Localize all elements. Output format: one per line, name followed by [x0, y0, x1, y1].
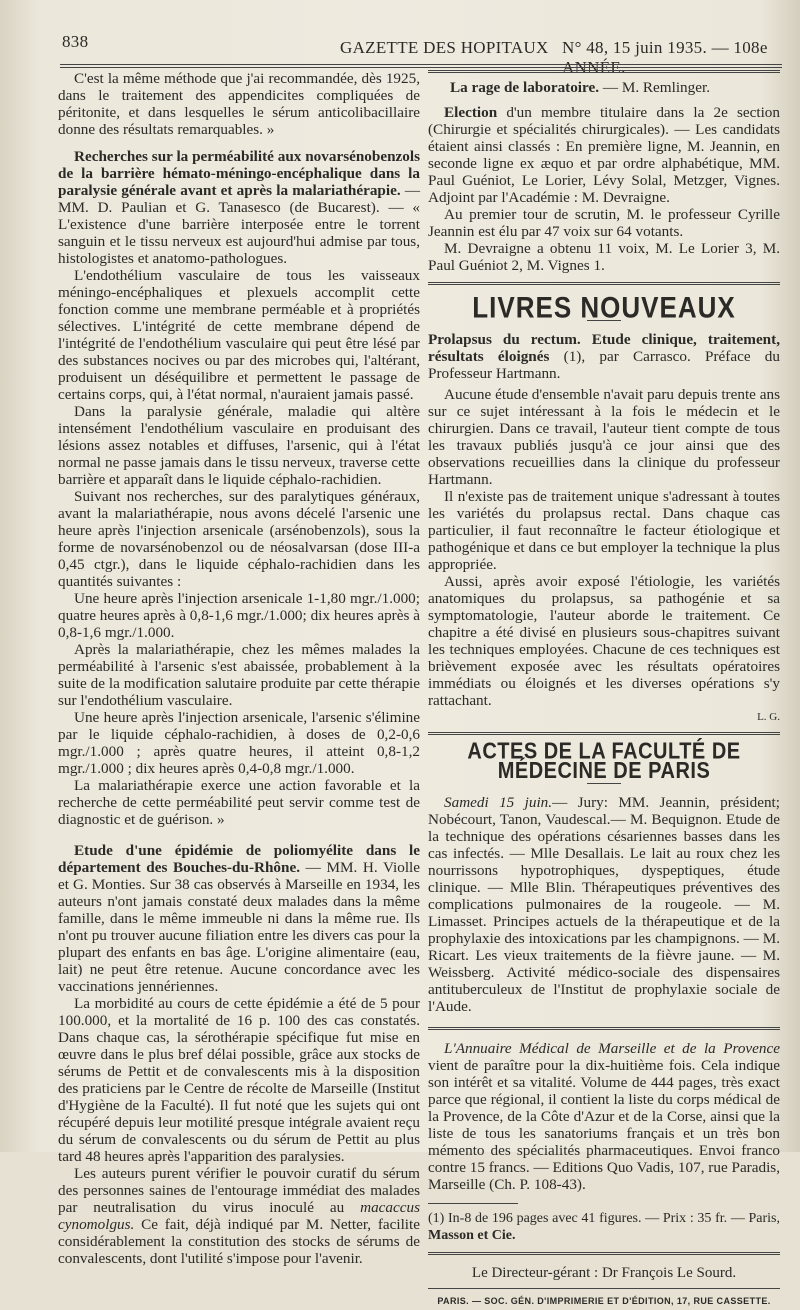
paragraph: C'est la même méthode que j'ai recommandée, dès 1925, dans le traitement des appendicites compliquées de péritonite, et dans lesquelles le sérum anticolibacillaire donne des résultats remarquables. » [58, 70, 420, 138]
divider [428, 1288, 780, 1289]
divider [428, 70, 780, 73]
director-signature: Le Directeur-gérant : Dr François Le Sourd. [471, 1265, 737, 1281]
paragraph: Il n'existe pas de traitement unique s'adressant à toutes les variétés du prolapsus rectal. Dans chaque cas particulier, il faut reconnaître le facteur étiologique et pathogénique et dans ce but employer la technique la plus appropriée. [428, 488, 780, 573]
paragraph: L'endothélium vasculaire de tous les vaisseaux méningo-encéphaliques et plexuels accomplit cette fonction comme une membrane perméable et à propriétés sélectives. L'intégrité de cette membrane dépend de l'intégrité de l'endothélium vasculaire qui peut être lésé par des substances nocives ou par des microbes qui, l'altérant, produisent un déséquilibre et permettent le passage de certains corps, qui, à l'état normal, n'auraient jamais passé. [58, 267, 420, 403]
paragraph: Les auteurs purent vérifier le pouvoir curatif du sérum des personnes saines de l'entourage immédiat des malades par neutralisation du virus inoculé au macaccus cynomolgus. Ce fait, déjà indiqué par M. Netter, facilite considérablement la constitution des stocks de sérums de convalescents, dont l'utilité s'impose pour l'avenir. [58, 1165, 420, 1267]
article-text: — « L'existence d'une barrière interposée entre le torrent sanguin et le tissu nerveux est aujourd'hui admise par tous, histologistes et anatomo-pathologues. [58, 199, 421, 267]
article-paragraph: Election d'un membre titulaire dans la 2e section (Chirurgie et spécialités chirurgicales). — Les candidats étaient ainsi classés : En première ligne, M. Jeannin, en seconde ligne ex æquo et par ordre alphabétique, MM. Paul Guéniot, Le Lorier, Lévy Solal, Metzger, Vignes. Adjoint par l'Académie : M. Devraigne. [428, 104, 780, 206]
paragraph: Après la malariathérapie, chez les mêmes malades la perméabilité à l'arsenic s'est abaissée, probablement à la suite de la modification salutaire produite par cette thérapie sur l'endothélium vasculaire. [58, 641, 420, 709]
paragraph: Dans la paralysie générale, maladie qui altère intensément l'endothélium vasculaire en produisant des lésions assez notables et diffuses, l'arsenic, qui à l'état normal ne passe jamais dans le tissu nerveux, traverse cette barrière et apparaît dans le liquide céphalo-rachidien. [58, 403, 420, 488]
page-header [40, 32, 785, 77]
paragraph: Une heure après l'injection arsenicale 1-1,80 mgr./1.000; quatre heures après à 0,8-1,6 mgr./1.000; dix heures après à 0,8-1,6 mgr./1.000. [58, 590, 420, 641]
header-rule [60, 67, 782, 68]
initials: L. G. [757, 711, 780, 723]
printer-line: PARIS. — SOC. GÉN. D'IMPRIMERIE ET D'ÉDITION, 17, RUE CASSETTE. [437, 1296, 771, 1306]
divider [428, 282, 780, 285]
footnote: (1) In-8 de 196 pages avec 41 figures. — Prix : 35 fr. — Paris, Masson et Cie. [428, 1211, 780, 1243]
article-text: Sur 38 cas observés à Marseille en 1934, les auteurs n'ont jamais constaté deux malades dans la même famille, dans le même immeuble ni dans la même rue. Ils n'ont pu trouver aucune filiation entre les divers cas pour la plupart des enfants en bas âge. L'origine alimentaire (eau, lait) ne peut être retenue. Aucune concordance avec les vaccinations jennériennes. [58, 876, 421, 995]
divider [428, 1027, 780, 1030]
paragraph: Suivant nos recherches, sur des paralytiques généraux, avant la malariathérapie, nous avons décelé l'arsenic une heure après l'injection arsenicale (arsénobenzols), sous la forme de novarsénobenzol ou de néosalvarsan (dose III-a 0,45 ctgr.), dans le liquide céphalo-rachidien dans les quantités suivantes : [58, 488, 420, 590]
article-paragraph: Prolapsus du rectum. Etude clinique, traitement, résultats éloignés (1), par Carrasco. Préface du Professeur Hartmann. [428, 331, 780, 382]
page-number: 838 [62, 32, 89, 51]
divider [428, 1252, 780, 1255]
paragraph: Aucune étude d'ensemble n'avait paru depuis trente ans sur ce sujet intéressant à la fois le médecin et le chirurgien. Dans ce travail, l'auteur tient compte de tous les travaux publiés jusqu'à ce jour ainsi que des observations recueillies dans la clinique du professeur Hartmann. [428, 386, 780, 488]
paragraph: Une heure après l'injection arsenicale, l'arsenic s'élimine par le liquide céphalo-rachidien, à doses de 0,2-0,6 mgr./1.000 ; après quatre heures, il atteint 0,8-1,2 mgr./1.000 ; dix heures après 0,4-0,8 mgr./1.000. [58, 709, 420, 777]
article-title: Recherches sur la perméabilité aux novarsénobenzols de la barrière hémato-méningo-encéphalique dans la paralysie générale avant et après la malariathérapie. [58, 148, 420, 199]
footnote-rule [428, 1203, 518, 1204]
paragraph: La malariathérapie exerce une action favorable et la recherche de cette perméabilité peut servir comme test de diagnostic et de guérison. » [58, 777, 420, 828]
paragraph: La morbidité au cours de cette épidémie a été de 5 pour 100.000, et la mortalité de 16 p. 100 des cas constatés. Dans chaque cas, la sérothérapie spécifique fut mise en œuvre dans le plus bref délai possible, grâce aux stocks de sérums de Pettit et de convalescents mis à la disposition des praticiens par le Centre de récolte de Marseille (Institut d'Hygiène de la Faculté). Il fut noté que les sujets qui ont récupéré depuis leur motilité presque intégrale avaient reçu du sérum de convalescents ou du sérum de Pettit au plus tard 48 heures après l'apparition des paralysies. [58, 995, 420, 1165]
authors: — MM. D. Paulian et G. Tanasesco (de Bucarest). [58, 182, 420, 216]
article-paragraph [58, 148, 420, 267]
section-title-livres: LIVRES NOUVEAUX [472, 289, 736, 325]
authors: — MM. H. Violle et G. Monties. [58, 859, 421, 893]
paragraph: Aussi, après avoir exposé l'étiologie, les variétés anatomiques du prolapsus, sa pathogénie et sa symptomatologie, l'auteur aborde le traitement. Ce chapitre a été divisé en plusieurs sous-chapitres suivant les techniques employées. Chacune de ces techniques est brièvement exposée avec les résultats opératoires immédiats ou éloignés et les diverses opérations s'y rattachant. [428, 573, 780, 709]
divider [428, 732, 780, 735]
right-column [428, 70, 780, 1310]
left-column [58, 70, 420, 1267]
paragraph: M. Devraigne a obtenu 11 voix, M. Le Lorier 3, M. Paul Guéniot 2, M. Vignes 1. [428, 240, 780, 274]
issue-info: N° 48, 15 juin 1935. — 108e ANNÉE. [562, 38, 768, 77]
article-paragraph [58, 842, 420, 995]
section-title-actes: ACTES DE LA FACULTÉ DE MÉDECINE DE PARIS [467, 739, 741, 784]
journal-title: GAZETTE DES HOPITAUX [340, 38, 549, 57]
article-title: Etude d'une épidémie de poliomyélite dans le département des Bouches-du-Rhône. [58, 842, 420, 876]
paragraph: L'Annuaire Médical de Marseille et de la Provence vient de paraître pour la dix-huitième fois. Cela indique son intérêt et sa vitalité. Volume de 444 pages, très exact parce que régional, il contient la liste du corps médical de la Provence, de la Côte d'Azur et de la Corse, ainsi que la liste de tous les sanatoriums français et un très bon mémento des spécialités pharmaceutiques. Envoi franco contre 15 francs. — Editions Quo Vadis, 107, rue Paradis, Marseille (Ch. P. 108-43). [428, 1040, 780, 1193]
rage-heading: La rage de laboratoire. — M. Remlinger. [450, 79, 710, 96]
paragraph: Samedi 15 juin.— Jury: MM. Jeannin, président; Nobécourt, Tanon, Vaudescal.— M. Bequignon. Etude de la technique des opérations césariennes basses dans les cas infectés. — Mlle Desallais. Le lait au roux chez les nourrissons hypotrophiques, dyspeptiques, étude clinique. — Mlle Blin. Thérapeutiques préventives des complications pulmonaires de la rougeole. — M. Limasset. Principes actuels de la thérapeutique et de la prophylaxie des intoxications par les champignons. — M. Ricart. Les vieux traitements de la fièvre jaune. — M. Weissberg. Activité médico-sociale des dispensaires antituberculeux de l'Institut de prophylaxie sociale de l'Aude. [428, 794, 780, 1015]
header-rule [60, 64, 782, 65]
paragraph: Au premier tour de scrutin, M. le professeur Cyrille Jeannin est élu par 47 voix sur 64 votants. [428, 206, 780, 240]
